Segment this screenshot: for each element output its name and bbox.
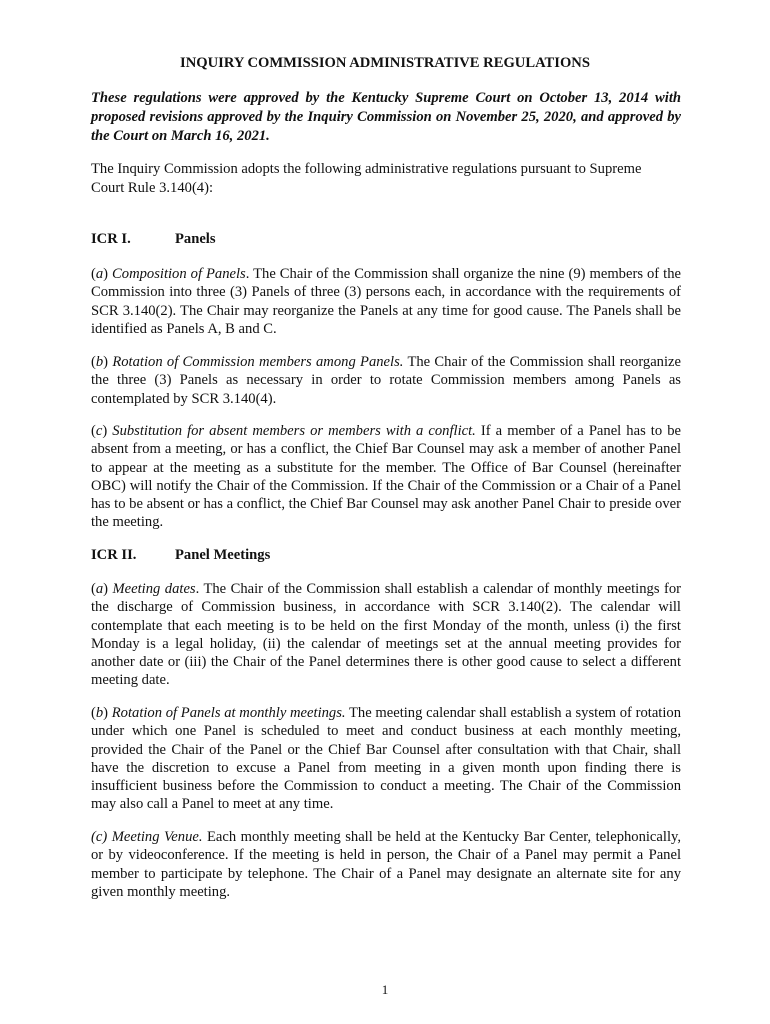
paragraph-body: . The Chair of the Commission shall establish a calendar of monthly meetings for the discharge of Commission business, in accordance with SCR 3.140(2). The calendar will contemplate that each meeting is to be held on the first Monday of the month, unless (i) the first Monday is a legal holiday, (ii) the calendar of meetings set at the annual meeting provides for another date or (iii) the Chair of the Panel determines there is other good cause to select a different meeting date. <box>91 581 681 689</box>
section-number: ICR II. <box>91 547 137 563</box>
revision-mark: , <box>587 829 592 845</box>
paragraph-body-part-1: Each monthly meeting shall be held at the Kentucky Bar Center <box>202 829 588 845</box>
section-title: Panel Meetings <box>175 547 271 563</box>
paragraph-body: . The Chair of the Commission shall organize the nine (9) members of the Commission into three (3) Panels of three (3) persons each, in accordance with the requirements of SCR 3.140(2). The Chair may reorganize the Panels at any time for good cause. The Panels shall be identified as Panels A, B and C. <box>91 266 681 337</box>
section-number: ICR I. <box>91 231 131 247</box>
paragraph-lead: Meeting Venue. <box>107 829 203 845</box>
paragraph-lead: Rotation of Commission members among Panels. <box>108 354 404 370</box>
page-number: 1 <box>381 982 389 997</box>
section-title: Panels <box>175 231 216 247</box>
paragraph-lead: Meeting dates <box>108 581 196 597</box>
approval-notice: These regulations were approved by the Kentucky Supreme Court on October 13, 2014 with proposed revisions approved by the Inquiry Commission on November 25, 2020, and approved by the Court on March 16, 2021. <box>91 90 681 144</box>
paragraph-letter: c <box>95 423 103 439</box>
paragraph-letter: a <box>95 581 104 597</box>
paragraph-icr2-c: (c) Meeting Venue. Each monthly meeting shall be held at the Kentucky Bar Center, telephonically, or by videoconference. If the meeting is held in person, the Chair of a Panel may permit a Panel member to participate by telephone. The Chair of a Panel may designate an alternate site for any given monthly meeting. <box>91 829 682 900</box>
paragraph-body: The Chair of the Commission shall reorganize the three (3) Panels as necessary in order to rotate Commission members among Panels as contemplated by SCR 3.140(4). <box>91 354 681 407</box>
paragraph-lead: Rotation of Panels at monthly meetings. <box>108 705 346 721</box>
paragraph-icr1-c: (c) Substitution for absent members or members with a conflict. If a member of a Panel has to be absent from a meeting, or has a conflict, the Chief Bar Counsel may ask a member of another Panel to appear at the meeting as a substitute for the member. The Office of Bar Counsel (hereinafter OBC) will notify the Chair of the Commission. If the Chair of the Commission or a Chair of a Panel has to be absent or has a conflict, the Chief Bar Counsel may ask another Panel Chair to preside over the meeting. <box>91 423 681 531</box>
paragraph-lead: Substitution for absent members or members with a conflict. <box>107 423 476 439</box>
paragraph-letter: b <box>95 354 104 370</box>
adoption-statement: The Inquiry Commission adopts the following administrative regulations pursuant to Supreme Court Rule 3.140(4): <box>91 161 642 196</box>
revision-mark: , <box>677 829 682 845</box>
paragraph-body: If a member of a Panel has to be absent from a meeting, or has a conflict, the Chief Bar Counsel may ask a member of another Panel to appear at the meeting as a substitute for the member. The Office of Bar Counsel (hereinafter OBC) will notify the Chair of the Commission. If the Chair of the Commission or a Chair of a Panel has to be absent or has a conflict, the Chief Bar Counsel may ask another Panel Chair to preside over the meeting. <box>91 423 681 531</box>
paragraph-body-part-2: telephonically <box>591 829 678 845</box>
paragraph-lead: Composition of Panels <box>108 266 246 282</box>
paragraph-body-part-3: or by videoconference. If the meeting is held in person, the Chair of a Panel may permit a Panel member to participate by telephone. The Chair of a Panel may designate an alternate site for any given monthly meeting. <box>91 847 681 900</box>
paragraph-icr1-b: (b) Rotation of Commission members among Panels. The Chair of the Commission shall reorganize the three (3) Panels as necessary in order to rotate Commission members among Panels as contemplated by SCR 3.140(4). <box>91 354 681 407</box>
paragraph-icr2-a: (a) Meeting dates. The Chair of the Commission shall establish a calendar of monthly meetings for the discharge of Commission business, in accordance with SCR 3.140(2). The calendar will contemplate that each meeting is to be held on the first Monday of the month, unless (i) the first Monday is a legal holiday, (ii) the calendar of meetings set at the annual meeting provides for another date or (iii) the Chair of the Panel determines there is other good cause to select a different meeting date. <box>91 581 681 689</box>
document-title: INQUIRY COMMISSION ADMINISTRATIVE REGULATIONS <box>180 55 590 71</box>
paragraph-icr1-a: (a) Composition of Panels. The Chair of the Commission shall organize the nine (9) members of the Commission into three (3) Panels of three (3) persons each, in accordance with the requirements of SCR 3.140(2). The Chair may reorganize the Panels at any time for good cause. The Panels shall be identified as Panels A, B and C. <box>91 266 681 337</box>
paragraph-letter: b <box>95 705 104 721</box>
paragraph-body: The meeting calendar shall establish a system of rotation under which one Panel is scheduled to meet and conduct business at each monthly meeting, provided the Chair of the Panel or the Chief Bar Counsel after consultation with that Chair, shall have the discretion to excuse a Panel from meeting in a given month upon finding there is insufficient business before the Commission to conduct a meeting. The Chair of the Commission may also call a Panel to meet at any time. <box>91 705 681 813</box>
paragraph-icr2-b: (b) Rotation of Panels at monthly meetings. The meeting calendar shall establish a system of rotation under which one Panel is scheduled to meet and conduct business at each monthly meeting, provided the Chair of the Panel or the Chief Bar Counsel after consultation with that Chair, shall have the discretion to excuse a Panel from meeting in a given month upon finding there is insufficient business before the Commission to conduct a meeting. The Chair of the Commission may also call a Panel to meet at any time. <box>91 705 681 813</box>
paragraph-letter: a <box>95 266 104 282</box>
paragraph-letter: c <box>95 829 103 845</box>
